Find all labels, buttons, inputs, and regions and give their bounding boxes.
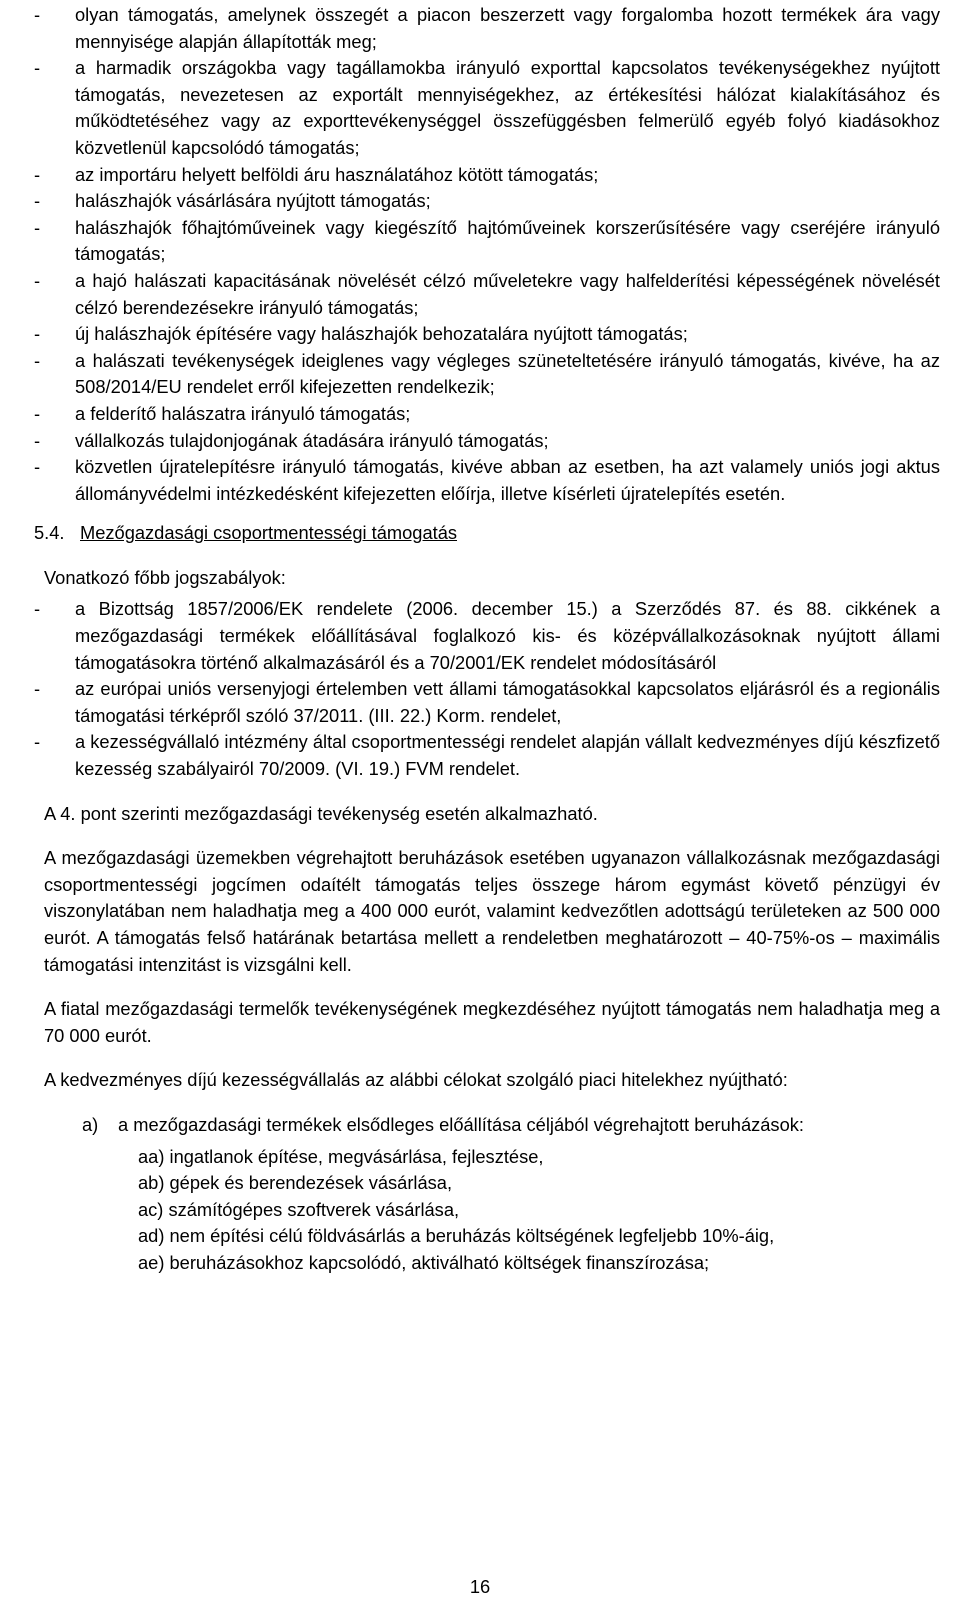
law-item [34, 729, 940, 782]
list-dash: - [34, 349, 41, 371]
paragraph: A 4. pont szerinti mezőgazdasági tevékenység esetén alkalmazható. [44, 802, 598, 824]
paragraph: A fiatal mezőgazdasági termelők tevékenységének megkezdéséhez nyújtott támogatás nem haladhatja meg a 70 000 eurót. [44, 998, 940, 1046]
list-item-text: a hajó halászati kapacitásának növelését célzó műveletekre vagy halfelderítési képességének növelését célzó berendezésekre irányuló támogatás; [75, 269, 940, 318]
law-item-text: a kezességvállaló intézmény által csoportmentességi rendelet alapján vállalt kedvezményes díjú készfizető kezesség szabályairól 70/2009. (VI. 19.) FVM rendelet. [75, 731, 940, 780]
list-dash: - [34, 678, 41, 700]
list-dash: - [34, 323, 41, 345]
list-item-text: halászhajók vásárlására nyújtott támogatás; [75, 190, 431, 212]
list-dash: - [34, 216, 41, 238]
list-dash: - [34, 57, 41, 79]
list-item [34, 2, 940, 55]
list-item-text: az importáru helyett belföldi áru használatához kötött támogatás; [75, 163, 599, 185]
section-number: 5.4. [34, 522, 65, 544]
list-dash: - [34, 456, 41, 478]
list-item-text: vállalkozás tulajdonjogának átadására irányuló támogatás; [75, 429, 549, 451]
list-item [34, 215, 940, 268]
exclusion-list [34, 2, 940, 507]
laws-list [34, 596, 940, 782]
list-item-text: a felderítő halászatra irányuló támogatás; [75, 402, 411, 424]
alpha-item [34, 1112, 940, 1139]
list-item-text: új halászhajók építésére vagy halászhajók behozatalára nyújtott támogatás; [75, 323, 688, 345]
paragraph: A kedvezményes díjú kezességvállalás az alábbi célokat szolgáló piaci hitelekhez nyújtható: [44, 1069, 788, 1091]
laws-heading: Vonatkozó főbb jogszabályok: [44, 566, 286, 588]
list-item [34, 188, 940, 215]
list-item-text: a harmadik országokba vagy tagállamokba irányuló exporttal kapcsolatos tevékenységekhez nyújtott támogatás, nevezetesen az exportált mennyiségekhez, az értékesítési hálózat kialakításához és működtetéséhez vagy az exporttevékenységgel összefüggésben felmerülő egyéb folyó kiadásokhoz közvetlenül kapcsolódó támogatás; [75, 57, 940, 158]
alpha-item-text: a mezőgazdasági termékek elsődleges előállítása céljából végrehajtott beruházások: [118, 1113, 804, 1135]
list-item [34, 401, 940, 428]
section-title: Mezőgazdasági csoportmentességi támogatás [80, 522, 458, 544]
law-item [34, 596, 940, 676]
list-dash: - [34, 598, 41, 620]
list-item [34, 268, 940, 321]
list-item-text: olyan támogatás, amelynek összegét a piacon beszerzett vagy forgalomba hozott termékek ára vagy mennyisége alapján állapították meg; [75, 4, 940, 52]
list-item [34, 348, 940, 401]
section-heading [34, 520, 940, 547]
sub-item: ac) számítógépes szoftverek vásárlása, [138, 1198, 460, 1220]
list-dash: - [34, 269, 41, 291]
sub-item: ab) gépek és berendezések vásárlása, [138, 1172, 453, 1194]
list-item [34, 321, 940, 348]
list-item-text: a halászati tevékenységek ideiglenes vagy végleges szüneteltetésére irányuló támogatás, kivéve, ha az 508/2014/EU rendelet erről kifejezetten rendelkezik; [75, 349, 940, 398]
law-item-text: az európai uniós versenyjogi értelemben vett állami támogatásokkal kapcsolatos eljárásról és a regionális támogatási térképről szóló 37/2011. (III. 22.) Korm. rendelet, [75, 678, 940, 726]
list-item [34, 55, 940, 161]
law-item [34, 676, 940, 729]
list-item [34, 162, 940, 189]
list-item-text: halászhajók főhajtóműveinek vagy kiegészítő hajtóműveinek korszerűsítésére vagy cseréjére irányuló támogatás; [75, 216, 940, 265]
list-dash: - [34, 402, 41, 424]
list-dash: - [34, 4, 41, 25]
sub-item: aa) ingatlanok építése, megvásárlása, fejlesztése, [138, 1145, 544, 1167]
list-dash: - [34, 190, 41, 212]
paragraph: A mezőgazdasági üzemekben végrehajtott beruházások esetében ugyanazon vállalkozásnak mezőgazdasági csoportmentességi jogcímen odaítélt támogatás teljes összege három egymást követő pénzügyi év viszonylatában nem haladhatja meg a 400 000 eurót, valamint kedvezőtlen adottságú területeken az 500 000 eurót. A támogatás felső határának betartása mellett a rendeletben meghatározott – 40-75%-os – maximális támogatási intenzitást is vizsgálni kell. [44, 847, 940, 975]
list-dash: - [34, 163, 41, 185]
alpha-marker: a) [82, 1113, 99, 1135]
list-dash: - [34, 731, 41, 753]
sub-item: ae) beruházásokhoz kapcsolódó, aktiválható költségek finanszírozása; [138, 1251, 710, 1273]
document-page [34, 0, 940, 1277]
law-item-text: a Bizottság 1857/2006/EK rendelete (2006. december 15.) a Szerződés 87. és 88. cikkének a mezőgazdasági termékek előállításával foglalkozó kis- és középvállalkozásoknak nyújtott állami támogatásokra történő alkalmazásáról és a 70/2001/EK rendelet módosításáról [75, 598, 940, 673]
sub-list [34, 1144, 940, 1277]
page-number: 16 [469, 1576, 491, 1597]
list-dash: - [34, 429, 41, 451]
sub-item: ad) nem építési célú földvásárlás a beruházás költségének legfeljebb 10%-áig, [138, 1225, 775, 1247]
list-item [34, 428, 940, 455]
list-item-text: közvetlen újratelepítésre irányuló támogatás, kivéve abban az esetben, ha azt valamely uniós jogi aktus állományvédelmi intézkedésként kifejezetten előírja, illetve kísérleti újratelepítés esetén. [75, 456, 940, 504]
list-item [34, 454, 940, 507]
